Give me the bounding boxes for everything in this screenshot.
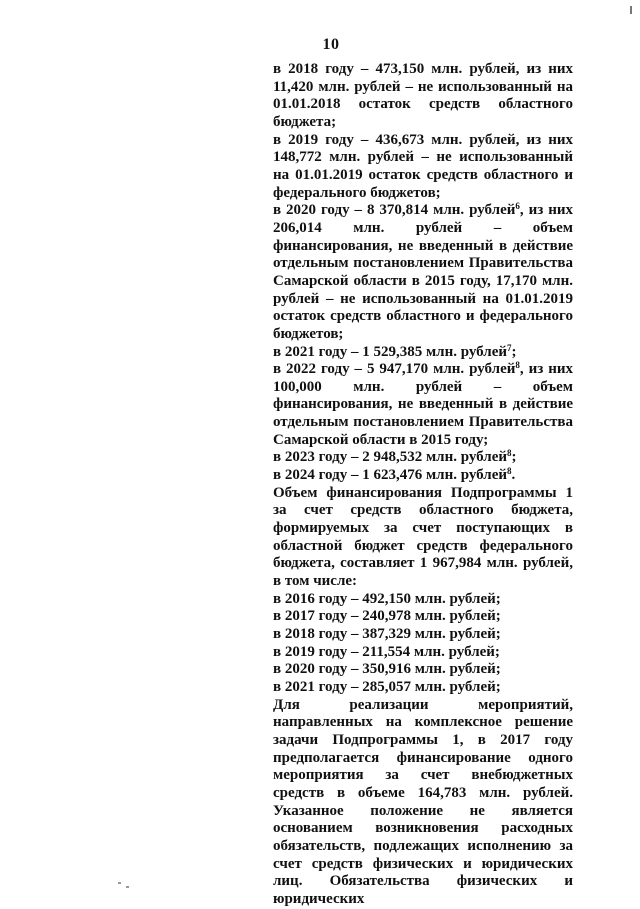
paragraph-federal-funding bbox=[273, 485, 573, 591]
footnote-ref: 6 bbox=[515, 201, 520, 212]
paragraph-federal-2019 bbox=[273, 644, 573, 662]
paragraph-2022 bbox=[273, 361, 573, 449]
paragraph-text: в 2020 году – 8 370,814 млн. рублей bbox=[273, 202, 516, 219]
paragraph-text: в 2018 году – 473,150 млн. рублей, из них 11,420 млн. рублей – не использованный на 01.01.2018 остаток средств областного бюджета; bbox=[273, 61, 573, 130]
paragraph-2023 bbox=[273, 449, 573, 467]
paragraph-federal-2018 bbox=[273, 626, 573, 644]
paragraph-text: в 2021 году – 285,057 млн. рублей; bbox=[273, 678, 501, 695]
scan-artifact bbox=[126, 886, 129, 888]
paragraph-text: в 2020 году – 350,916 млн. рублей; bbox=[273, 661, 501, 678]
footnote-ref: 8 bbox=[507, 448, 512, 459]
scan-artifact bbox=[630, 6, 632, 14]
paragraph-federal-2020 bbox=[273, 661, 573, 679]
paragraph-2021 bbox=[273, 344, 573, 362]
paragraph-text: Для реализации мероприятий, направленных на комплексное решение задачи Подпрограммы 1, в 2017 году предполагается финансирование одного мероприятия за счет внебюджетных средств в объеме 164,783 млн. рублей. Указанное положение не является основанием возникновения расходных обязательств, подлежащих исполнению за счет средств физических и юридических лиц. Обязательства физических и юридических bbox=[273, 696, 573, 907]
paragraph-2019 bbox=[273, 132, 573, 203]
paragraph-extrabudgetary bbox=[273, 697, 573, 909]
paragraph-2024 bbox=[273, 467, 573, 485]
scan-artifact bbox=[118, 882, 121, 884]
paragraph-2020 bbox=[273, 202, 573, 343]
paragraph-text-tail: . bbox=[511, 467, 516, 484]
body-text bbox=[273, 61, 573, 909]
paragraph-text: в 2016 году – 492,150 млн. рублей; bbox=[273, 590, 501, 607]
footnote-ref: 8 bbox=[515, 360, 520, 371]
paragraph-2018 bbox=[273, 61, 573, 132]
paragraph-text: в 2022 году – 5 947,170 млн. рублей bbox=[273, 361, 516, 378]
paragraph-text-tail: , из них 100,000 млн. рублей – объем финансирования, не введенный в действие отдельным постановлением Правительства Самарской области в 2015 году; bbox=[273, 361, 573, 448]
paragraph-federal-2016 bbox=[273, 591, 573, 609]
paragraph-federal-2017 bbox=[273, 608, 573, 626]
paragraph-text-tail: ; bbox=[511, 449, 517, 466]
paragraph-text: в 2018 году – 387,329 млн. рублей; bbox=[273, 626, 501, 642]
paragraph-text-tail: ; bbox=[511, 343, 517, 360]
paragraph-text: Объем финансирования Подпрограммы 1 за счет средств областного бюджета, формируемых за счет поступающих в областной бюджет средств федерального бюджета, составляет 1 967,984 млн. рублей, в том числе: bbox=[273, 484, 573, 590]
paragraph-text: в 2021 году – 1 529,385 млн. рублей bbox=[273, 343, 508, 360]
paragraph-text: в 2019 году – 211,554 млн. рублей; bbox=[273, 643, 500, 660]
paragraph-federal-2021 bbox=[273, 679, 573, 697]
paragraph-text: в 2024 году – 1 623,476 млн. рублей bbox=[273, 467, 508, 484]
paragraph-text: в 2017 году – 240,978 млн. рублей; bbox=[273, 608, 501, 625]
footnote-ref: 7 bbox=[507, 342, 512, 353]
paragraph-text: в 2019 году – 436,673 млн. рублей, из них 148,772 млн. рублей – не использованный на 01.01.2019 остаток средств областного и федерального бюджетов; bbox=[273, 131, 573, 201]
footnote-ref: 8 bbox=[507, 466, 512, 477]
paragraph-text-tail: , из них 206,014 млн. рублей – объем финансирования, не введенный в действие отдельным постановлением Правительства Самарской области в 2015 году, 17,170 млн. рублей – не использованный на 01.01.2019 остаток средств областного и федерального бюджетов; bbox=[273, 202, 573, 342]
paragraph-text: в 2023 году – 2 948,532 млн. рублей bbox=[273, 449, 508, 466]
page-number: 10 bbox=[322, 36, 340, 53]
